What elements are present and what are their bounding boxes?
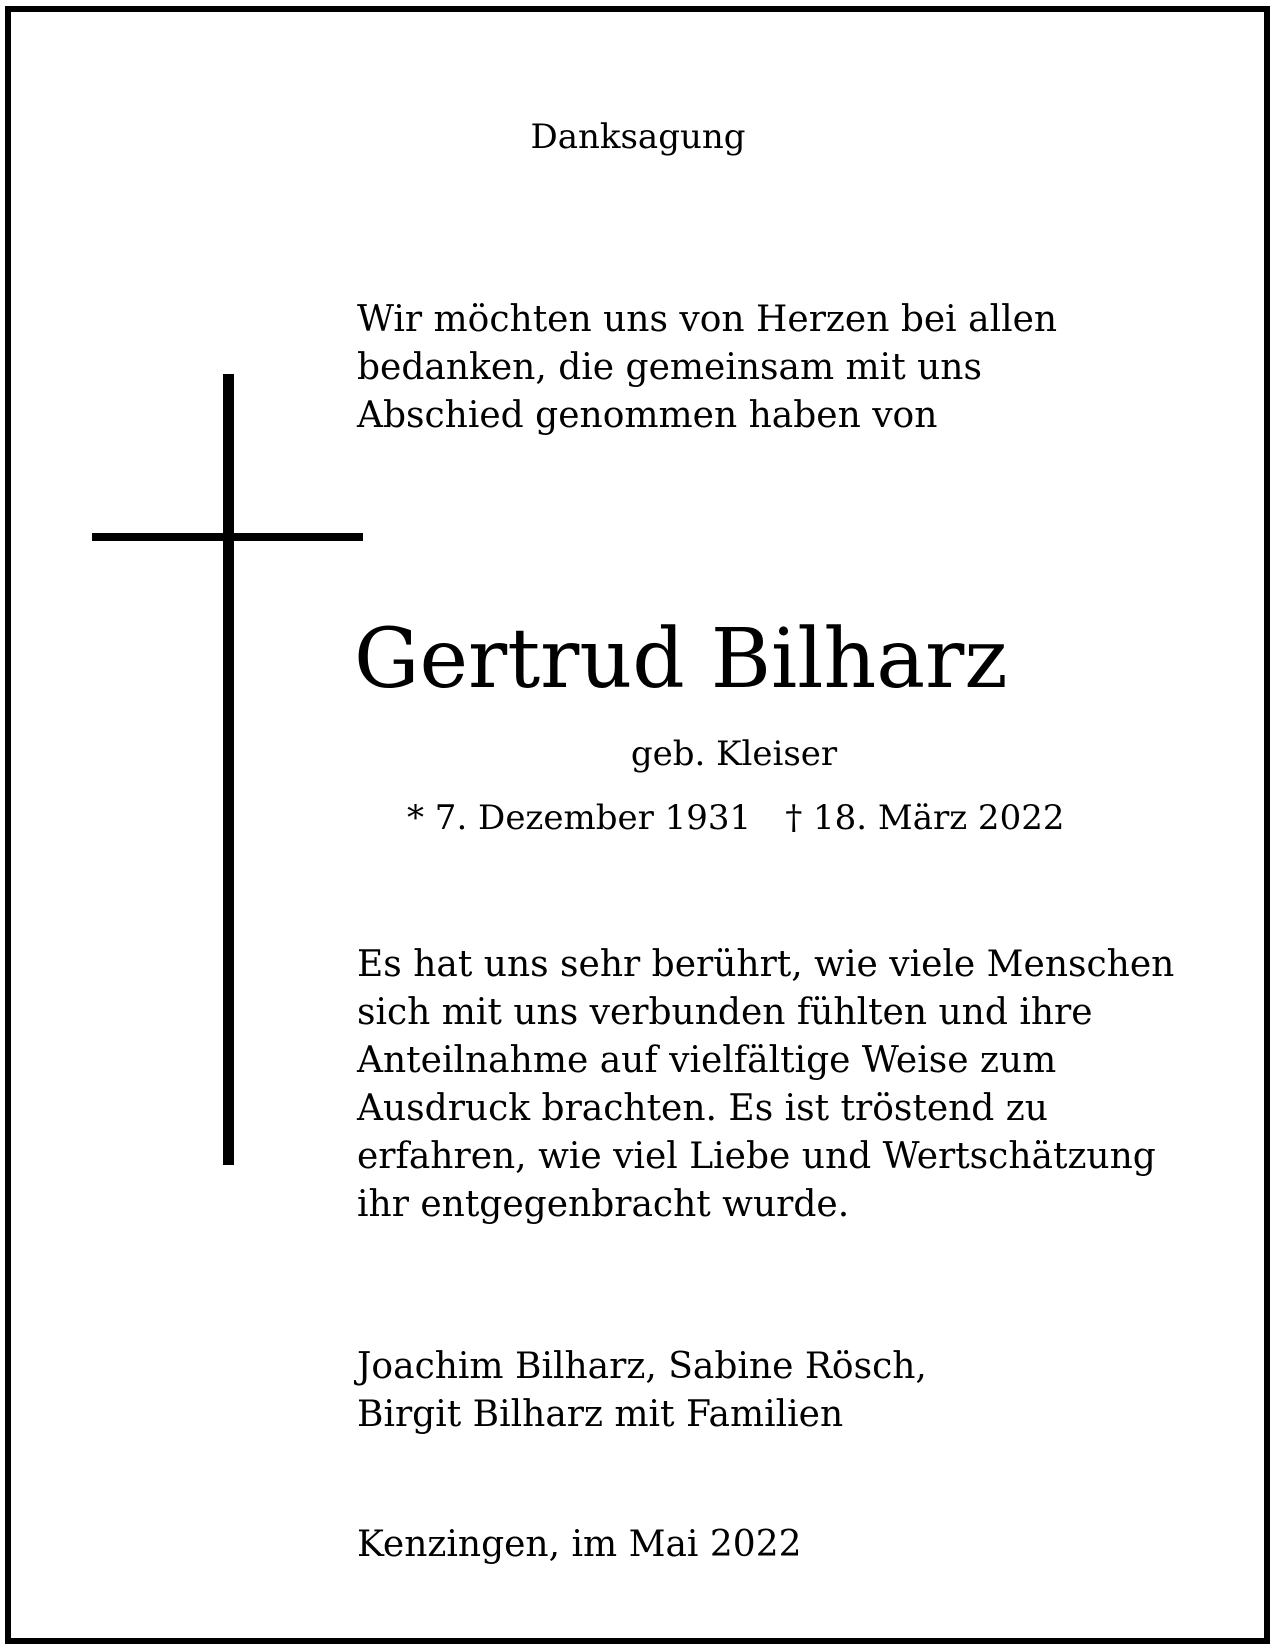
gratitude-line: sich mit uns verbunden fühlten und ihre (357, 992, 1093, 1033)
gratitude-text (357, 941, 1174, 1229)
gratitude-line: Ausdruck brachten. Es ist tröstend zu (357, 1088, 1048, 1129)
death-date: † 18. März 2022 (785, 798, 1065, 838)
heading (0, 113, 1280, 161)
birth-date: * 7. Dezember 1931 (407, 798, 752, 838)
intro-line: bedanken, die gemeinsam mit uns (357, 347, 982, 388)
gratitude-line: Es hat uns sehr berührt, wie viele Menschen (357, 944, 1175, 985)
intro-text (357, 296, 1057, 440)
gratitude-line: erfahren, wie viel Liebe und Wertschätzung (357, 1136, 1156, 1177)
signatory-line: Birgit Bilharz mit Familien (357, 1394, 844, 1435)
heading-text: Danksagung (530, 117, 746, 157)
gratitude-line: ihr entgegenbracht wurde. (357, 1184, 850, 1225)
life-dates (407, 794, 1064, 842)
signatory-line: Joachim Bilharz, Sabine Rösch, (357, 1346, 927, 1387)
signatories (357, 1343, 927, 1439)
gratitude-line: Anteilnahme auf vielfältige Weise zum (357, 1040, 1057, 1081)
intro-line: Wir möchten uns von Herzen bei allen (357, 299, 1058, 340)
cross-icon-horizontal-bar (92, 533, 363, 541)
place-date: Kenzingen, im Mai 2022 (357, 1524, 802, 1565)
intro-line: Abschied genommen haben von (357, 395, 938, 436)
maiden-name-text: geb. Kleiser (630, 734, 838, 774)
deceased-name: Gertrud Bilharz (354, 612, 1008, 707)
maiden-name (0, 730, 1280, 778)
